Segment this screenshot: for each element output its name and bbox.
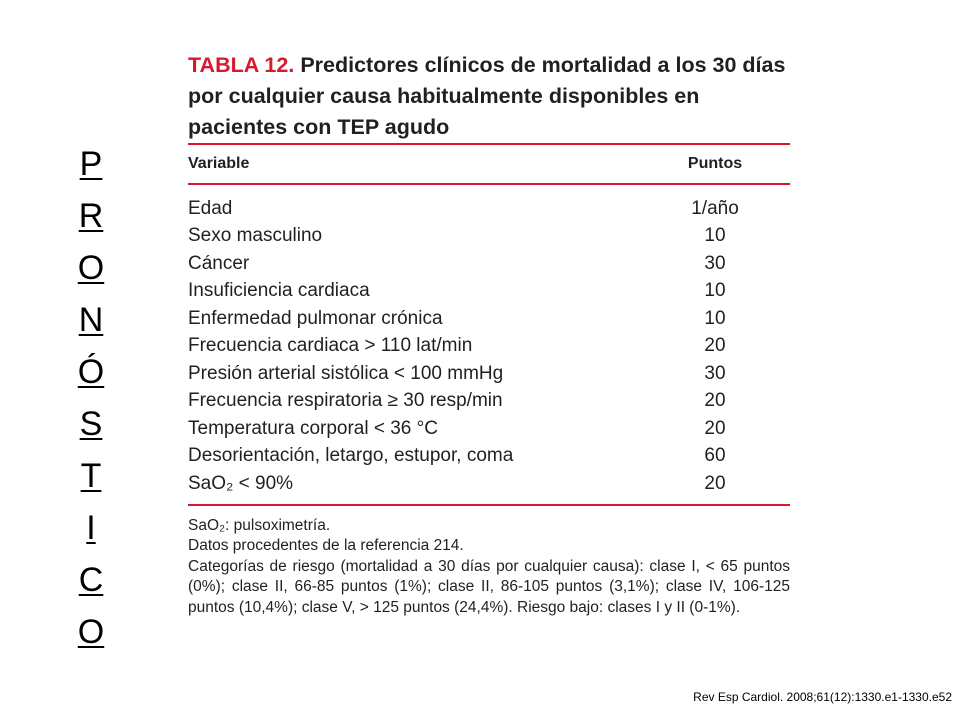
- table-row: [188, 278, 790, 306]
- side-title-letter: R: [78, 197, 104, 235]
- row-points: 10: [704, 280, 726, 302]
- row-variable: Enfermedad pulmonar crónica: [188, 307, 443, 329]
- side-title: [74, 138, 108, 658]
- table-row: [188, 360, 790, 388]
- footnote-source: Datos procedentes de la referencia 214.: [188, 537, 464, 554]
- side-title-letter: S: [79, 405, 103, 443]
- row-points: 10: [704, 225, 726, 247]
- table-footnotes: [188, 506, 790, 619]
- row-variable: Presión arterial sistólica < 100 mmHg: [188, 362, 504, 384]
- side-title-letter: N: [78, 301, 104, 339]
- row-points: 10: [704, 307, 726, 329]
- side-title-letter: O: [77, 249, 105, 287]
- row-variable: Sexo masculino: [188, 225, 323, 247]
- table-title-text: Predictores clínicos de mortalidad a los 30 días por cualquier causa habitualmente disponibles en pacientes con TEP agudo: [188, 53, 786, 139]
- row-variable: Insuficiencia cardiaca: [188, 280, 370, 302]
- table-title: [188, 50, 790, 143]
- footnote-risk-categories: Categorías de riesgo (mortalidad a 30 días por cualquier causa): clase I, < 65 puntos (0%); clase II, 66-85 puntos (1%); clase II, 86-105 puntos (3,1%); clase IV, 106-125 puntos (10,4%); clase V, > 125 puntos (24,4%). Riesgo bajo: clases I y II (0-1%).: [188, 557, 790, 616]
- table-row: [188, 333, 790, 361]
- row-variable: SaO₂ < 90%: [188, 472, 294, 494]
- table-row: [188, 388, 790, 416]
- table-row: [188, 195, 790, 223]
- table-row: [188, 470, 790, 498]
- row-points: 30: [704, 362, 726, 384]
- row-points: 60: [704, 445, 726, 467]
- table-row: [188, 305, 790, 333]
- row-points: 20: [704, 472, 726, 494]
- table-figure: [188, 50, 790, 618]
- table-row: [188, 415, 790, 443]
- side-title-letter: C: [78, 561, 104, 599]
- side-title-letter: I: [86, 509, 96, 547]
- table-body: [188, 185, 790, 504]
- column-header-points: Puntos: [687, 155, 743, 172]
- side-title-letter: O: [77, 613, 105, 651]
- footnote-abbreviation: SaO₂: pulsoximetría.: [188, 516, 331, 534]
- side-title-letter: Ó: [77, 353, 105, 391]
- citation: Rev Esp Cardiol. 2008;61(12):1330.e1-1330.e52: [693, 690, 952, 704]
- table-row: [188, 250, 790, 278]
- row-variable: Desorientación, letargo, estupor, coma: [188, 445, 514, 467]
- row-variable: Frecuencia cardiaca > 110 lat/min: [188, 335, 473, 357]
- table-label: TABLA 12.: [188, 53, 295, 77]
- row-variable: Frecuencia respiratoria ≥ 30 resp/min: [188, 390, 503, 412]
- row-variable: Temperatura corporal < 36 °C: [188, 417, 438, 439]
- side-title-letter: T: [80, 457, 102, 495]
- side-title-letter: P: [79, 145, 103, 183]
- row-points: 20: [704, 390, 726, 412]
- column-header-variable: Variable: [188, 155, 250, 172]
- row-points: 1/año: [691, 197, 739, 219]
- row-variable: Edad: [188, 197, 233, 219]
- table-header-row: [188, 145, 790, 183]
- row-points: 30: [704, 252, 726, 274]
- row-points: 20: [704, 417, 726, 439]
- table-row: [188, 443, 790, 471]
- row-points: 20: [704, 335, 726, 357]
- row-variable: Cáncer: [188, 252, 250, 274]
- table-row: [188, 223, 790, 251]
